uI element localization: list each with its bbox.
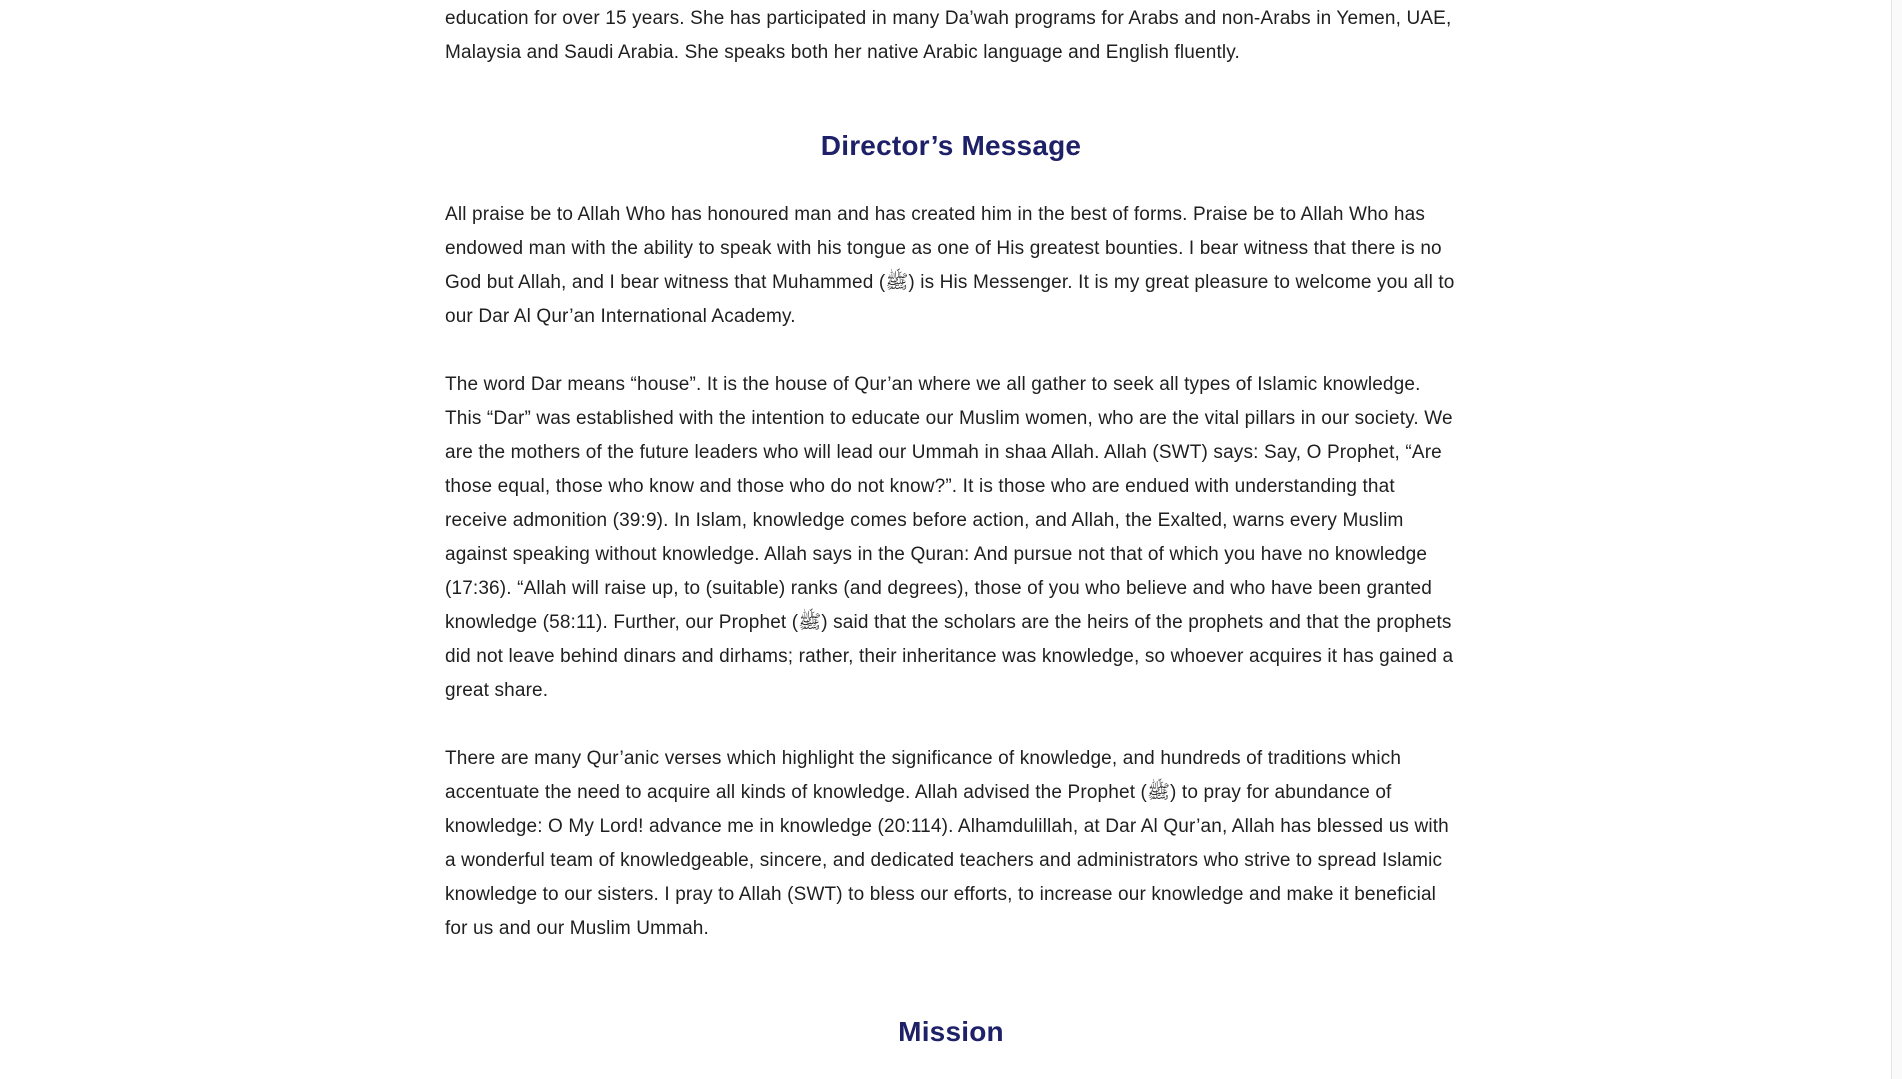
director-message-heading: Director’s Message	[820, 130, 1082, 161]
director-message-paragraph-3: There are many Qur’anic verses which highlight the significance of knowledge, and hundreds of traditions which accentuate the need to acquire all kinds of knowledge. Allah advised the Prophet (ﷺ) to pray for abundance of knowledge: O My Lord! advance me in knowledge (20:114). Alhamdulillah, at Dar Al Qur’an, Allah has blessed us with a wonderful team of knowledgeable, sincere, and dedicated teachers and administrators who strive to spread Islamic knowledge to our sisters. I pray to Allah (SWT) to bless our efforts, to increase our knowledge and make it beneficial for us and our Muslim Ummah.	[445, 748, 1449, 939]
director-message-paragraph-1: All praise be to Allah Who has honoured man and has created him in the best of forms. Praise be to Allah Who has endowed man with the ability to speak with his tongue as one of His greatest bounties. I bear witness that there is no God but Allah, and I bear witness that Muhammed (ﷺ) is His Messenger. It is my great pleasure to welcome you all to our Dar Al Qur’an International Academy.	[445, 204, 1455, 327]
director-message-paragraph-2: The word Dar means “house”. It is the house of Qur’an where we all gather to seek all types of Islamic knowledge. This “Dar” was established with the intention to educate our Muslim women, who are the vital pillars in our society. We are the mothers of the future leaders who will lead our Ummah in shaa Allah. Allah (SWT) says: Say, O Prophet, “Are those equal, those who know and those who do not know?”. It is those who are endued with understanding that receive admonition (39:9). In Islam, knowledge comes before action, and Allah, the Exalted, warns every Muslim against speaking without knowledge. Allah says in the Quran: And pursue not that of which you have no knowledge (17:36). “Allah will raise up, to (suitable) ranks (and degrees), those of you who believe and who have been granted knowledge (58:11). Further, our Prophet (ﷺ) said that the scholars are the heirs of the prophets and that the prophets did not leave behind dinars and dirhams; rather, their inheritance was knowledge, so whoever acquires it has gained a great share.	[445, 374, 1454, 701]
page-scrollbar[interactable]	[1891, 0, 1902, 1079]
bio-paragraph-tail: education for over 15 years. She has participated in many Da’wah programs for Arabs and non-Arabs in Yemen, UAE, Malaysia and Saudi Arabia. She speaks both her native Arabic language and English fluently.	[445, 8, 1452, 63]
mission-heading: Mission	[898, 1016, 1004, 1047]
page-content-column	[445, 0, 1457, 1050]
